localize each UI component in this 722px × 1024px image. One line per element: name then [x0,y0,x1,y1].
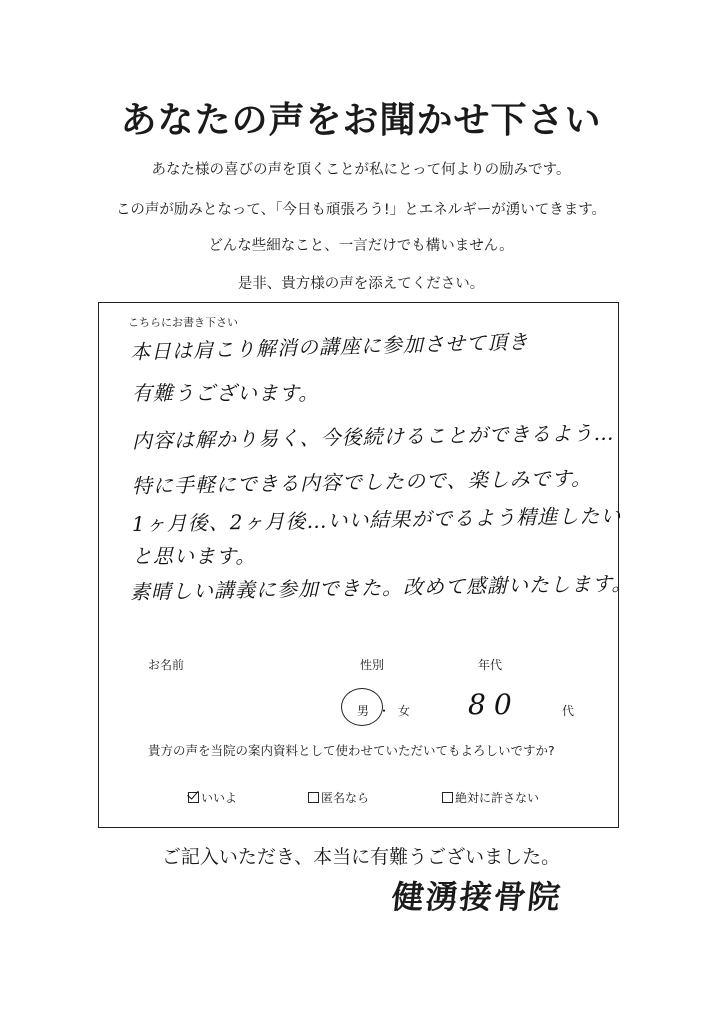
checkbox-checked-icon[interactable] [188,792,199,803]
thanks-message: ご記入いただき、本当に有難うございました。 [161,846,561,868]
handwritten-line-6: と思います。 [132,544,257,568]
checkbox-icon[interactable] [442,792,453,803]
age-label: 年代 [478,658,503,672]
intro-line-2: この声が励みとなって、「今日も頑張ろう!」とエネルギーが湧いてきます。 [115,202,607,218]
handwritten-line-7: 素晴しい講義に参加できた。改めて感謝いたします。 [129,571,633,604]
handwritten-line-3: 内容は解かり易く、今後続けることができるよう… [131,420,615,453]
option-anonymous-label: 匿名なら [321,791,370,805]
checkbox-icon[interactable] [308,792,319,803]
gender-female[interactable]: 女 [398,704,411,718]
write-here-label: こちらにお書き下さい [128,316,238,329]
option-ok-label: いいよ [201,791,238,805]
handwritten-line-5: 1ヶ月後、2ヶ月後…いい結果がでるよう精進したい [131,503,622,536]
clinic-name: 健湧接骨院 [389,878,564,916]
handwritten-line-2: 有難うございます。 [132,381,320,405]
option-never[interactable] [442,789,539,806]
age-suffix: 代 [562,704,575,718]
page-title: あなたの声をお聞かせ下さい [120,100,602,141]
option-never-label: 絶対に許さない [455,791,540,805]
handwritten-line-1: 本日は肩こり解消の講座に参加させて頂き [129,329,530,364]
option-ok[interactable] [188,789,237,806]
handwritten-line-4: 特に手軽にできる内容でしたので、楽しみです。 [131,465,593,498]
intro-line-3: どんな些細なこと、一言だけでも構いません。 [208,238,514,254]
age-value: 80 [468,688,520,721]
intro-line-4: 是非、貴方様の声を添えてください。 [237,276,485,292]
gender-separator: ・ [378,704,391,718]
option-anonymous[interactable] [308,789,369,806]
gender-label: 性別 [360,658,385,672]
intro-line-1: あなた様の喜びの声を頂くことが私にとって何よりの励みです。 [151,162,571,178]
name-label: お名前 [148,658,185,672]
gender-male[interactable]: 男 [357,704,370,718]
consent-question: 貴方の声を当院の案内資料として使わせていただいてもよろしいですか? [148,743,555,758]
